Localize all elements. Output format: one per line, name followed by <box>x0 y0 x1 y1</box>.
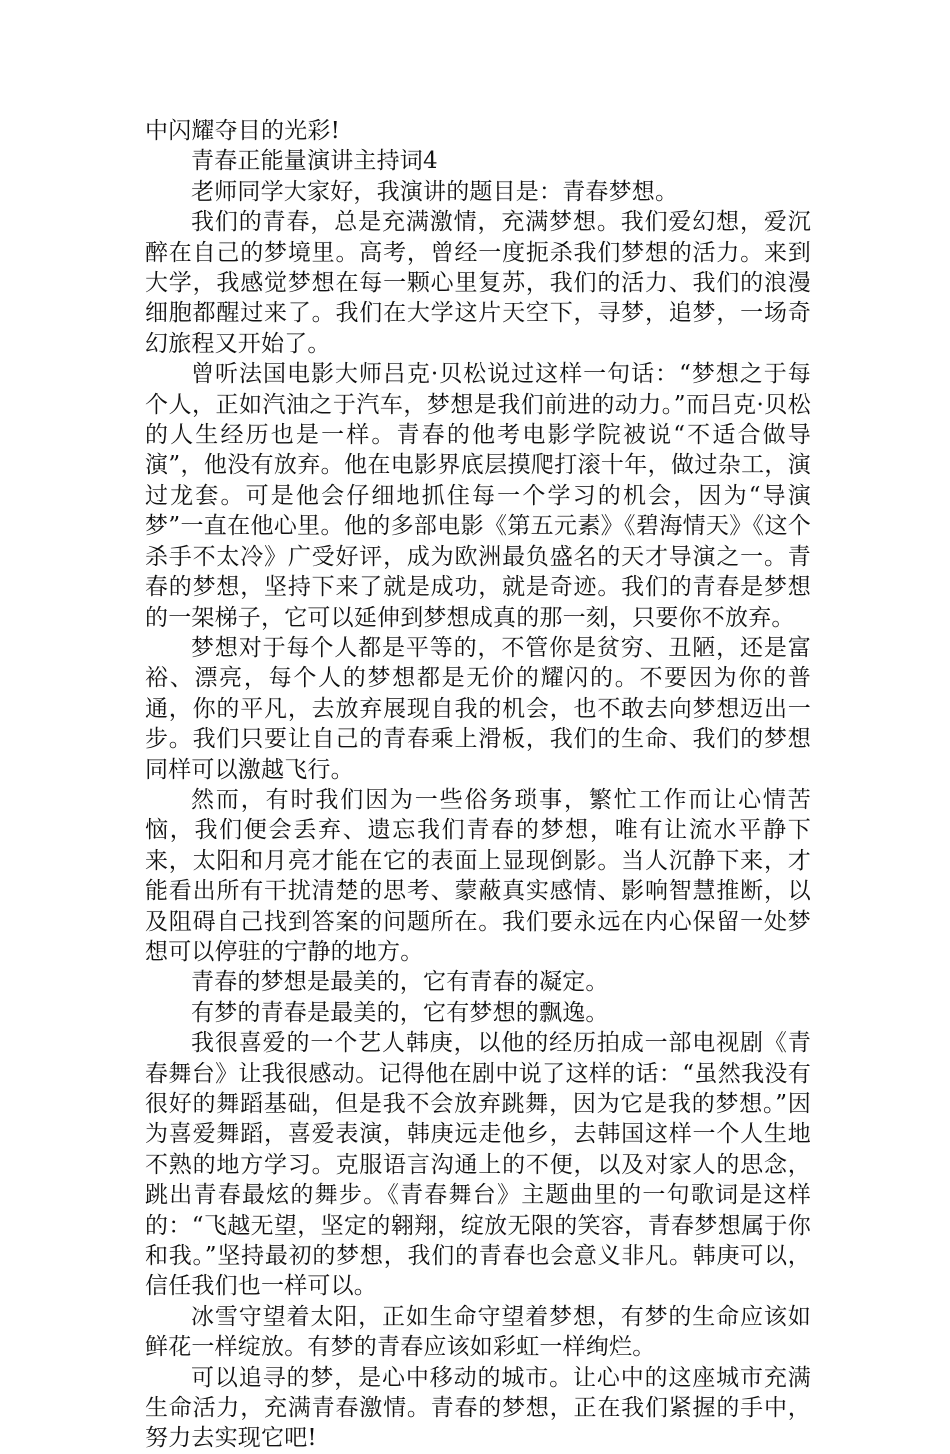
document-body <box>145 116 811 1454</box>
continuation-line: 中闪耀夺目的光彩! <box>145 118 341 144</box>
paragraph-greeting: 老师同学大家好，我演讲的题目是：青春梦想。 <box>191 178 679 205</box>
paragraph-ice-snow: 冰雪守望着太阳，正如生命守望着梦想，有梦的生命应该如鲜花一样绽放。有梦的青春应该如彩虹一样绚烂。 <box>145 1303 811 1361</box>
paragraph-han-geng: 我很喜爱的一个艺人韩庚，以他的经历拍成一部电视剧《青春舞台》让我很感动。记得他在剧中说了这样的话：“虽然我没有很好的舞蹈基础，但是我不会放弃跳舞，因为它是我的梦想。”因为喜爱舞蹈，喜爱表演，韩庚远走他乡，去韩国这样一个人生地不熟的地方学习。克服语言沟通上的不便，以及对家人的思念，跳出青春最炫的舞步。《青春舞台》主题曲里的一句歌词是这样的：“飞越无望，坚定的翱翔，绽放无限的笑容，青春梦想属于你和我。”坚持最初的梦想，我们的青春也会意义非凡。韩庚可以，信任我们也一样可以。 <box>145 1030 811 1300</box>
paragraph-youth-passion: 我们的青春，总是充满激情，充满梦想。我们爱幻想，爱沉醉在自己的梦境里。高考，曾经一度扼杀我们梦想的活力。来到大学，我感觉梦想在每一颗心里复苏，我们的活力、我们的浪漫细胞都醒过来了。我们在大学这片天空下，寻梦，追梦，一场奇幻旅程又开始了。 <box>145 209 811 357</box>
paragraph-closing: 可以追寻的梦，是心中移动的城市。让心中的这座城市充满生命活力，充满青春激情。青春的梦想，正在我们紧握的手中，努力去实现它吧! <box>145 1364 811 1452</box>
paragraph-keep-calm: 然而，有时我们因为一些俗务琐事，繁忙工作而让心情苦恼，我们便会丢弃、遗忘我们青春的梦想，唯有让流水平静下来，太阳和月亮才能在它的表面上显现倒影。当人沉静下来，才能看出所有干扰清楚的思考、蒙蔽真实感情、影响智慧推断，以及阻碍自己找到答案的问题所在。我们要永远在内心保留一处梦想可以停驻的宁静的地方。 <box>145 786 811 965</box>
paragraph-dreams-equal: 梦想对于每个人都是平等的，不管你是贫穷、丑陋，还是富裕、漂亮，每个人的梦想都是无价的耀闪的。不要因为你的普通，你的平凡，去放弃展现自我的机会，也不敢去向梦想迈出一步。我们只要让自己的青春乘上滑板，我们的生命、我们的梦想同样可以激越飞行。 <box>145 634 811 783</box>
paragraph-luc-besson: 曾听法国电影大师吕克·贝松说过这样一句话：“梦想之于每个人，正如汽油之于汽车，梦想是我们前进的动力。”而吕克·贝松的人生经历也是一样。青春的他考电影学院被说“不适合做导演”，他没有放弃。他在电影界底层摸爬打滚十年，做过杂工，演过龙套。可是他会仔细地抓住每一个学习的机会，因为“导演梦”一直在他心里。他的多部电影《第五元素》《碧海情天》《这个杀手不太冷》广受好评，成为欧洲最负盛名的天才导演之一。青春的梦想，坚持下来了就是成功，就是奇迹。我们的青春是梦想的一架梯子，它可以延伸到梦想成真的那一刻，只要你不放弃。 <box>145 361 811 631</box>
paragraph-youth-beauty: 有梦的青春是最美的，它有梦想的飘逸。 <box>191 999 609 1026</box>
paragraph-dream-beauty: 青春的梦想是最美的，它有青春的凝定。 <box>191 969 609 996</box>
section-heading: 青春正能量演讲主持词4 <box>191 148 438 175</box>
